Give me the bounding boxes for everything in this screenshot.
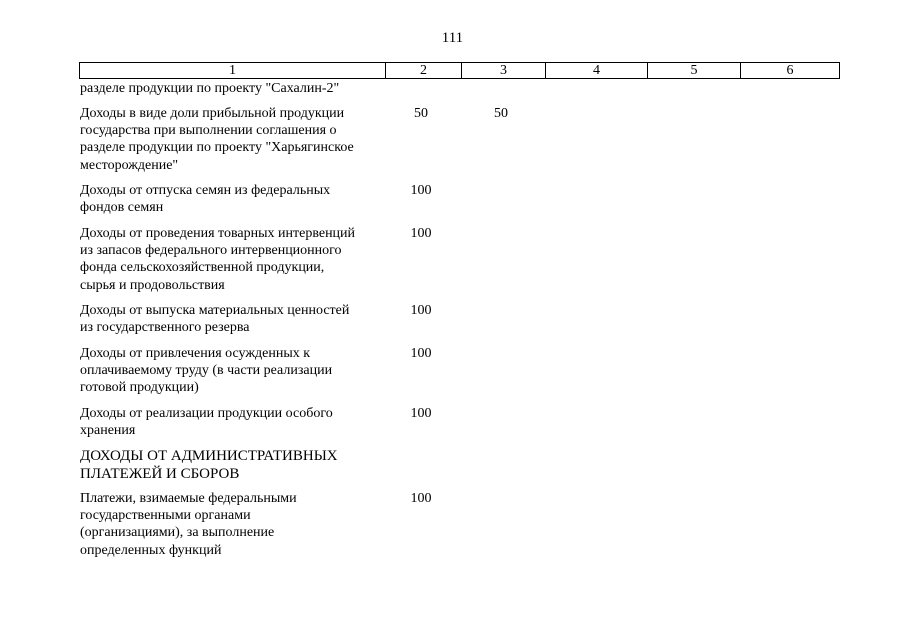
row-description [80,182,378,216]
row-description [80,448,378,483]
row-description [80,225,378,294]
header-col-2: 2 [385,63,461,78]
description-line: Доходы в виде доли прибыльной продукции [80,106,345,121]
description-line: Доходы от привлечения осужденных к [80,346,311,361]
header-col-5: 5 [647,63,740,78]
description-line: Доходы от проведения товарных интервенций [80,226,356,241]
row-description [80,80,378,97]
description-line: разделе продукции по проекту "Харьягинское [80,140,354,156]
row-description [80,490,378,559]
row-description [80,345,378,397]
value-col-2: 100 [410,491,432,506]
row-description [80,302,378,336]
description-line: государства при выполнении соглашения о [80,123,337,139]
description-line: хранения [80,423,136,439]
value-col-2: 100 [410,303,432,318]
description-line: Доходы от выпуска материальных ценностей [80,303,350,318]
description-line: из запасов федерального интервенционного [80,243,342,259]
header-col-1: 1 [229,63,236,78]
row-description [80,105,378,174]
value-col-2: 100 [410,226,432,241]
value-col-2: 100 [410,183,432,198]
description-line: из государственного резерва [80,320,250,336]
description-line: Доходы от отпуска семян из федеральных [80,183,331,198]
description-line: ДОХОДЫ ОТ АДМИНИСТРАТИВНЫХ [80,448,338,464]
page-number: 111 [441,30,464,46]
description-line: ПЛАТЕЖЕЙ И СБОРОВ [80,465,240,482]
table-header-row [79,62,840,79]
description-line: государственными органами [80,508,251,524]
description-line: разделе продукции по проекту "Сахалин-2" [80,81,340,96]
value-col-2: 50 [414,106,428,121]
row-description [80,405,378,439]
header-col-6: 6 [740,63,839,78]
description-line: фонда сельскохозяйственной продукции, [80,260,325,276]
description-line: (организациями), за выполнение [80,525,275,541]
description-line: оплачиваемому труду (в части реализации [80,363,333,379]
value-col-3: 50 [494,106,508,121]
description-line: готовой продукции) [80,380,199,396]
description-line: месторождение" [80,157,179,173]
value-col-2: 100 [410,406,432,421]
header-col-3: 3 [461,63,545,78]
description-line: сырья и продовольствия [80,277,225,293]
description-line: Платежи, взимаемые федеральными [80,491,297,506]
description-line: определенных функций [80,542,222,558]
value-col-2: 100 [410,346,432,361]
header-col-4: 4 [545,63,647,78]
description-line: фондов семян [80,200,164,216]
description-line: Доходы от реализации продукции особого [80,406,333,421]
